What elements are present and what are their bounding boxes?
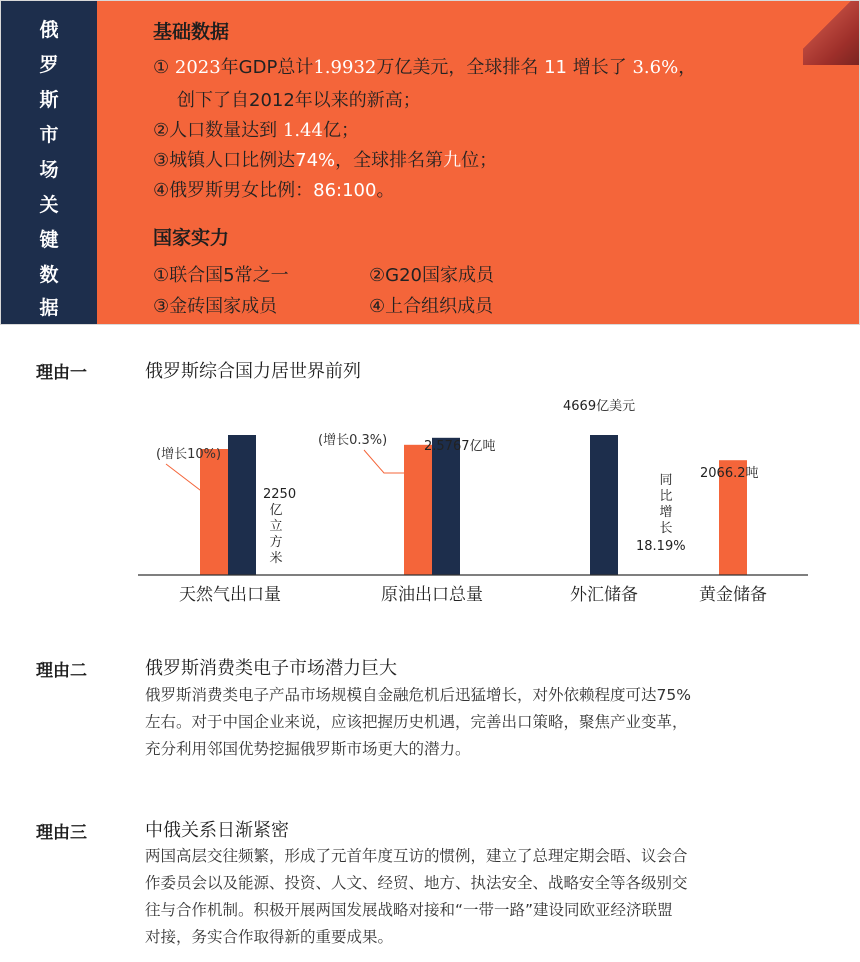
sidebar-char: 场 <box>39 159 59 181</box>
gdp-rank-label: 万亿美元，全球排名 <box>376 57 539 78</box>
body-line: 左右。对于中国企业来说，应该把握历史机遇，完善出口策略，聚焦产业变革， <box>145 713 688 731</box>
basic-data-heading: 基础数据 <box>153 21 230 43</box>
gas-growth-label: (增长10%) <box>156 447 222 462</box>
gas-value-label: 立 <box>269 519 283 534</box>
population-label: ②人口数量达到 <box>153 120 278 141</box>
key-data-banner <box>0 0 860 325</box>
power-item: ②G20国家成员 <box>369 265 494 286</box>
oil-leader-line <box>364 450 404 473</box>
power-item: ③金砖国家成员 <box>153 296 278 317</box>
category-label: 原油出口总量 <box>381 585 483 605</box>
sidebar-char: 市 <box>39 124 59 146</box>
urban-pct: 74% <box>295 150 336 171</box>
body-line: 作委员会以及能源、投资、人文、经贸、地方、执法安全、战略安全等各级别交 <box>145 874 688 892</box>
gas-value-label: 2250 <box>263 487 297 502</box>
reason-2-tag: 理由二 <box>36 661 87 681</box>
reason-1-tag: 理由一 <box>36 363 87 383</box>
urban-rank-label: ，全球排名第 <box>335 150 444 171</box>
body-line: 往与合作机制。积极开展两国发展战略对接和“一带一路”建设同欧亚经济联盟 <box>145 901 673 919</box>
reason-2-body <box>145 682 845 763</box>
body-line: 俄罗斯消费类电子产品市场规模自金融危机后迅猛增长，对外依赖程度可达75% <box>145 686 691 704</box>
ratio-line-end: 。 <box>376 180 395 201</box>
gdp-line-end: ， <box>678 57 697 78</box>
basic-line-gdp <box>153 53 696 79</box>
gas-value-label: 亿 <box>269 503 283 518</box>
gdp-label: 年GDP总计 <box>220 57 314 78</box>
sidebar-char: 据 <box>39 297 59 319</box>
fx-growth-label: 同 <box>659 473 673 488</box>
ratio-value: 86:100 <box>313 180 377 201</box>
fx-growth-value: 18.19% <box>636 539 686 554</box>
reason-3-tag: 理由三 <box>36 823 87 843</box>
sidebar-char: 键 <box>39 229 59 251</box>
power-item: ④上合组织成员 <box>369 296 494 317</box>
gdp-rank: 11 <box>544 57 567 78</box>
fx-growth-label: 比 <box>659 489 673 504</box>
sidebar-char: 俄 <box>39 19 59 41</box>
kremlin-photo-corner <box>803 1 859 65</box>
body-line: 对接，务实合作取得新的重要成果。 <box>145 928 394 946</box>
power-item: ①联合国5常之一 <box>153 265 289 286</box>
basic-line-ratio <box>153 176 394 202</box>
sidebar-char: 斯 <box>39 89 59 111</box>
fx-growth-label: 长 <box>659 521 673 536</box>
fx-growth-label: 增 <box>659 505 673 520</box>
fx-value-label: 4669亿美元 <box>563 399 636 414</box>
ratio-label: ④俄罗斯男女比例： <box>153 180 314 201</box>
reason-2-title: 俄罗斯消费类电子市场潜力巨大 <box>145 658 397 679</box>
power-heading: 国家实力 <box>153 227 230 249</box>
reason-3-body <box>145 843 845 951</box>
reason-1-title: 俄罗斯综合国力居世界前列 <box>145 361 361 382</box>
gdp-value: 1.9932 <box>313 57 377 78</box>
basic-line-gdp-cont: 创下了自2012年以来的新高； <box>177 90 421 111</box>
key-indicators-chart <box>0 380 860 610</box>
category-label: 黄金储备 <box>699 585 767 605</box>
body-line: 两国高层交往频繁，形成了元首年度互访的惯例，建立了总理定期会晤、议会合 <box>145 847 688 865</box>
category-label: 外汇储备 <box>570 585 638 605</box>
banner-sidebar <box>1 1 97 324</box>
gas-value-label: 米 <box>269 551 283 566</box>
oil-value-label: 2.5767亿吨 <box>424 439 496 454</box>
bar-orange-1 <box>404 445 432 575</box>
reason-3-title: 中俄关系日渐紧密 <box>145 820 289 841</box>
population-value: 1.44 <box>282 120 323 141</box>
sidebar-char: 关 <box>39 194 59 216</box>
bar-navy-1 <box>432 438 460 575</box>
oil-growth-label: (增长0.3%) <box>318 433 388 448</box>
sidebar-char: 罗 <box>39 54 59 76</box>
bar-navy-2 <box>590 435 618 575</box>
gas-value-label: 方 <box>269 535 283 550</box>
urban-label: ③城镇人口比例达 <box>153 150 296 171</box>
gold-value-label: 2066.2吨 <box>700 466 759 481</box>
gdp-year: 2023 <box>174 57 221 78</box>
gdp-growth-label: 增长了 <box>572 57 627 78</box>
gdp-growth: 3.6% <box>632 57 679 78</box>
body-line: 充分利用邻国优势挖掘俄罗斯市场更大的潜力。 <box>145 740 471 758</box>
bar-orange-0 <box>200 449 228 575</box>
category-label: 天然气出口量 <box>179 585 281 605</box>
population-unit: 亿； <box>322 120 359 141</box>
urban-line-end: 位； <box>461 150 498 171</box>
basic-line-population <box>153 116 359 142</box>
basic-line-urban <box>153 146 497 172</box>
sidebar-char: 数 <box>39 264 59 286</box>
bullet-1: ① <box>153 57 170 78</box>
urban-rank: 九 <box>443 150 462 171</box>
bar-navy-0 <box>228 435 256 575</box>
